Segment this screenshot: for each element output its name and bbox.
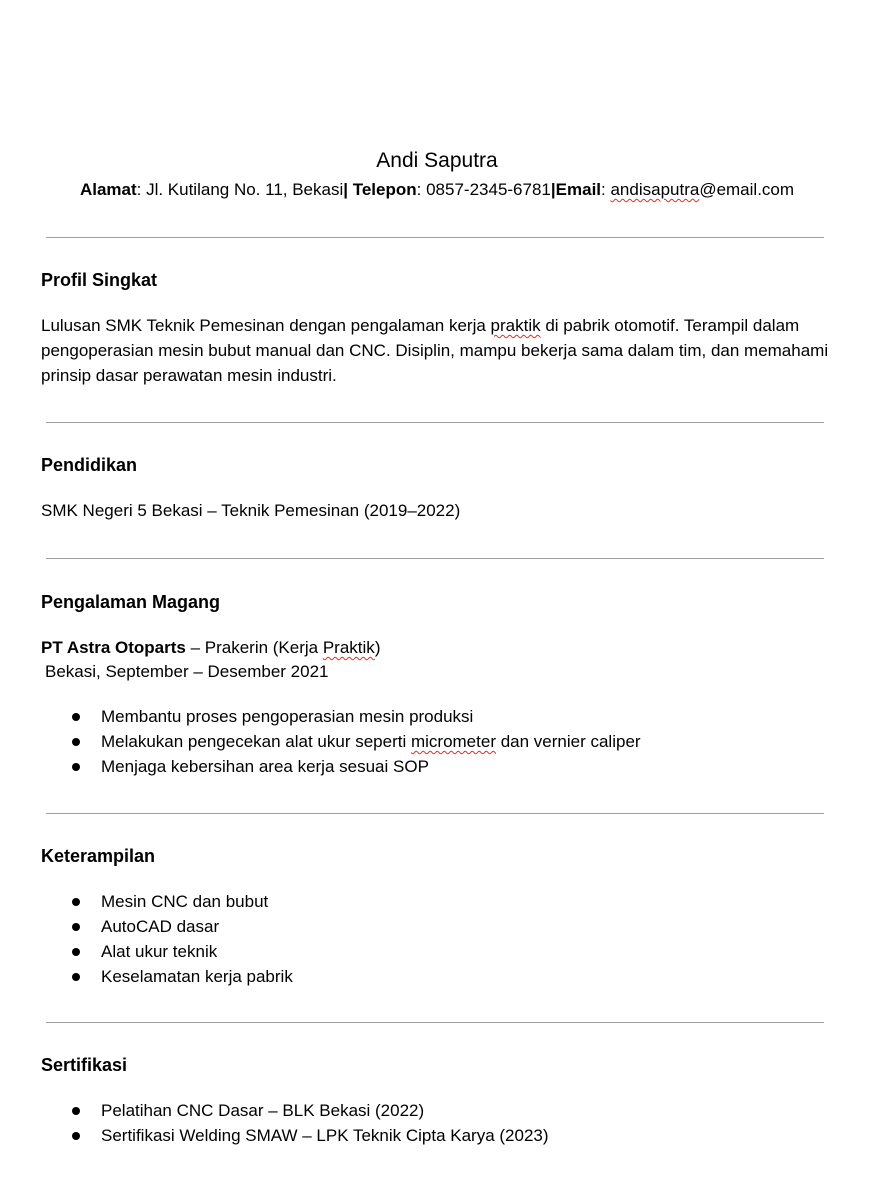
skills-list — [0, 889, 293, 989]
list-item-text: Pelatihan CNC Dasar – BLK Bekasi (2022) — [101, 1101, 425, 1120]
list-item-text: Sertifikasi Welding SMAW – LPK Teknik Cipta Karya (2023) — [101, 1126, 549, 1145]
email-label: Email — [555, 180, 602, 199]
list-item-text: Keselamatan kerja pabrik — [101, 967, 293, 986]
resume-name: Andi Saputra — [376, 149, 498, 172]
list-item — [0, 1098, 549, 1123]
list-item — [0, 939, 293, 964]
role-text: ) — [374, 638, 381, 657]
divider — [46, 1022, 824, 1023]
education-entry: SMK Negeri 5 Bekasi – Teknik Pemesinan (2019–2022) — [41, 501, 461, 520]
email-user[interactable]: andisaputra — [610, 180, 700, 199]
section-heading-education: Pendidikan — [41, 455, 138, 475]
internship-bullets — [0, 704, 641, 779]
email-domain: @email.com — [699, 180, 795, 199]
separator: | — [343, 180, 353, 199]
list-item-text: Membantu proses pengoperasian mesin produksi — [101, 707, 474, 726]
role-text: – Prakerin (Kerja — [185, 638, 323, 657]
spellcheck-word[interactable]: micrometer — [410, 732, 496, 751]
divider — [46, 813, 824, 814]
list-item-text: AutoCAD dasar — [101, 917, 220, 936]
profile-text: Lulusan SMK Teknik Pemesinan dengan pengalaman kerja — [41, 316, 491, 335]
list-item — [0, 1123, 549, 1148]
list-item — [0, 964, 293, 989]
list-item-text: Mesin CNC dan bubut — [101, 892, 269, 911]
profile-paragraph — [41, 313, 831, 388]
divider — [46, 558, 824, 559]
internship-period: Bekasi, September – Desember 2021 — [45, 662, 329, 681]
section-heading-profile: Profil Singkat — [41, 270, 158, 290]
bullet-icon — [72, 763, 80, 771]
bullet-icon — [72, 1132, 80, 1140]
phone-label: Telepon — [352, 180, 417, 199]
profile-text: di pabrik otomotif. Terampil dalam pengoperasian mesin bubut manual dan CNC. Disiplin, mampu bekerja sama dalam tim, dan memahami prinsip dasar perawatan mesin industri. — [41, 316, 829, 385]
list-item — [0, 889, 293, 914]
spellcheck-word[interactable]: praktik — [490, 316, 541, 335]
bullet-icon — [72, 898, 80, 906]
list-item — [0, 754, 641, 779]
list-item — [0, 704, 641, 729]
contact-line — [0, 178, 874, 202]
bullet-icon — [72, 1107, 80, 1115]
internship-title — [41, 635, 380, 660]
section-heading-certifications: Sertifikasi — [41, 1055, 128, 1075]
phone-value: : 0857-2345-6781 — [416, 180, 551, 199]
section-heading-internship: Pengalaman Magang — [41, 592, 221, 612]
list-item-text: Alat ukur teknik — [101, 942, 218, 961]
bullet-icon — [72, 738, 80, 746]
list-item-text: Melakukan pengecekan alat ukur seperti — [101, 732, 411, 751]
section-heading-skills: Keterampilan — [41, 846, 156, 866]
certifications-list — [0, 1098, 549, 1148]
divider — [46, 422, 824, 423]
spellcheck-word[interactable]: Praktik — [322, 638, 375, 657]
bullet-icon — [72, 948, 80, 956]
list-item — [0, 729, 641, 754]
bullet-icon — [72, 973, 80, 981]
email-separator: : — [601, 180, 611, 199]
list-item-text: dan vernier caliper — [495, 732, 641, 751]
address-value: : Jl. Kutilang No. 11, Bekasi — [136, 180, 344, 199]
separator: | — [550, 180, 556, 199]
bullet-icon — [72, 713, 80, 721]
company-name: PT Astra Otoparts — [41, 638, 186, 657]
bullet-icon — [72, 923, 80, 931]
list-item — [0, 914, 293, 939]
list-item-text: Menjaga kebersihan area kerja sesuai SOP — [101, 757, 429, 776]
address-label: Alamat — [79, 180, 137, 199]
divider — [46, 237, 824, 238]
